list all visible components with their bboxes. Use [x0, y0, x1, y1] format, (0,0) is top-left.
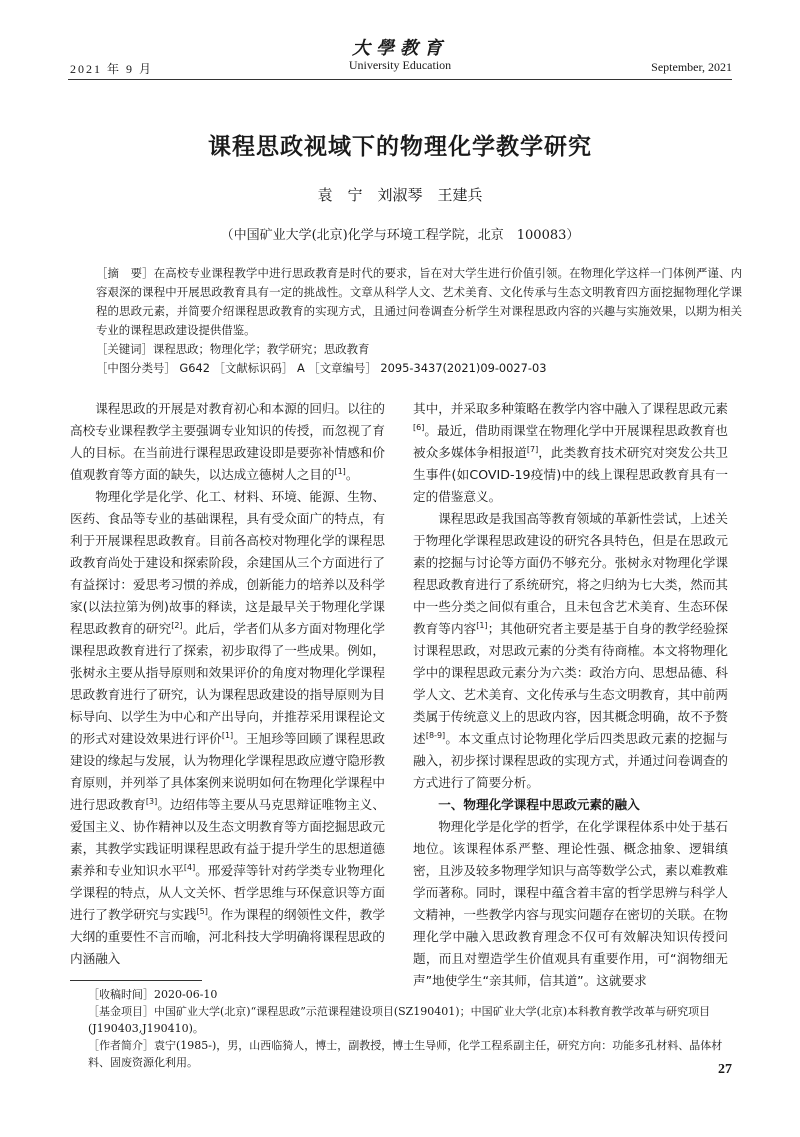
- body-paragraph: 其中，并采取多种策略在教学内容中融入了课程思政元素[6]。最近，借助雨课堂在物理化学中开展课程思政教育也被众多媒体争相报道[7]，此类教育技术研究对突发公共卫生事件(如COVID-19疫情)中的线上课程思政教育具有一定的借鉴意义。: [413, 401, 729, 504]
- body-paragraph: 物理化学是化学的哲学，在化学课程体系中处于基石地位。该课程体系严整、理论性强、概念抽象、逻辑缜密，且涉及较多物理学知识与高等数学公式，素以难教难学而著称。同时，课程中蕴含着丰富的哲学思辨与科学人文精神，一些教学内容与现实问题存在密切的关联。在物理化学中融入思政教育理念不仅可有效解决知识传授问题，而且对塑造学生价值观具有重要作用，可“润物细无声”地使学生“亲其师，信其道”。这就要求: [413, 819, 728, 988]
- keywords: [96, 340, 742, 359]
- section-heading: 一、物理化学课程中思政元素的融入: [438, 797, 640, 812]
- keywords-text: 课程思政；物理化学；教学研究；思政教育: [152, 342, 370, 356]
- keywords-label: ［关键词］: [96, 342, 153, 356]
- citation: [5]: [196, 906, 208, 916]
- footnote-label: ［基金项目］: [88, 1005, 154, 1018]
- body-paragraph: 物理化学是化学、化工、材料、环境、能源、生物、医药、食品等专业的基础课程，具有受众面广的特点，有利于开展课程思政教育。目前各高校对物理化学的课程思政教育尚处于建设和探索阶段，余建国从三个方面进行了有益探讨：爱思考习惯的养成，创新能力的培养以及科学家(以法拉第为例)故事的释读，这是最早关于物理化学课程思政教育的研究[2]。此后，学者们从多方面对物理化学课程思政教育进行了探索，初步取得了一些成果。例如，张树永主要从指导原则和效果评价的角度对物理化学课程思政教育进行了研究，认为课程思政建设的指导原则为目标导向、以学生为中心和产出导向，并推荐采用课程论文的形式对建设效果进行评价[1]。王旭珍等回顾了课程思政建设的缘起与发展，认为物理化学课程思政应遵守隐形教育原则，并列举了具体案例来说明如何在物理化学课程中进行思政教育[3]。边绍伟等主要从马克思辩证唯物主义、爱国主义、协作精神以及生态文明教育等方面挖掘思政元素，其教学实践证明课程思政有益于提升学生的思想道德素养和专业知识水平[4]。邢爱萍等针对药学类专业物理化学课程的特点，从人文关怀、哲学思维与环保意识等方面进行了教学研究与实践[5]。作为课程的纲领性文件，教学大纲的重要性不言而喻，河北科技大学明确将课程思政的内涵融入: [70, 489, 386, 966]
- footnote-item: [88, 1003, 738, 1037]
- header-date-en: September, 2021: [651, 60, 732, 74]
- footnote-text: 袁宁(1985-)，男，山西临猗人，博士，副教授，博士生导师，化学工程系副主任，研究方向：功能多孔材料、晶体材料、固废资源化利用。: [88, 1039, 723, 1069]
- footnote-rule: [70, 980, 202, 981]
- citation: [6]: [413, 422, 425, 432]
- footnote-item: [88, 1037, 738, 1071]
- citation: [2]: [171, 620, 183, 630]
- journal-logo: 大學教育: [352, 38, 448, 59]
- footnote-text: 2020-06-10: [154, 988, 218, 1001]
- article-affiliation: （中国矿业大学(北京)化学与环境工程学院，北京 100083）: [220, 228, 580, 243]
- citation: [7]: [526, 444, 539, 454]
- article-authors: 袁 宁 刘淑琴 王建兵: [317, 186, 483, 204]
- doc-label: ［文献标识码］: [213, 361, 294, 375]
- footnote-text: 中国矿业大学(北京)“课程思政”示范课程建设项目(SZ190401)；中国矿业大学(北京)本科教育教学改革与研究项目(J190403,J190410)。: [88, 1005, 711, 1035]
- header-date-cn: 2021 年 9 月: [70, 62, 154, 76]
- citation: [8-9]: [425, 730, 446, 740]
- footnote-label: ［作者简介］: [88, 1039, 154, 1052]
- cls-label: ［中图分类号］: [96, 361, 176, 375]
- abstract-label: ［摘 要］: [96, 266, 154, 280]
- body-column-right: [413, 398, 728, 992]
- doc-value: A: [296, 361, 305, 375]
- page-number: 27: [718, 1062, 732, 1077]
- footnotes: [88, 986, 738, 1071]
- abstract-text: 在高校专业课程教学中进行思政教育是时代的要求，旨在对大学生进行价值引领。在物理化学这样一门体例严谨、内容艰深的课程中开展思政教育具有一定的挑战性。文章从科学人文、艺术美育、文化传承与生态文明教育四方面挖掘物理化学课程的思政元素，并简要介绍课程思政教育的实现方式，且通过问卷调查分析学生对课程思政内容的兴趣与实施效果，以期为相关专业的课程思政建设提供借鉴。: [96, 266, 742, 337]
- body-paragraph: 课程思政的开展是对教育初心和本源的回归。以往的高校专业课程教学主要强调专业知识的传授，而忽视了育人的目标。在当前进行课程思政建设即是要弥补情感和价值观教育等方面的缺失，以达成立德树人之目的[1]。: [70, 401, 385, 482]
- footnote-label: ［收稿时间］: [88, 988, 154, 1001]
- citation: [1]: [476, 620, 488, 630]
- body-column-left: [70, 398, 385, 970]
- citation: [4]: [183, 862, 196, 872]
- art-label: ［文章编号］: [308, 361, 377, 375]
- footnote-item: [88, 986, 738, 1003]
- art-value: 2095-3437(2021)09-0027-03: [380, 361, 547, 375]
- citation: [1]: [221, 730, 234, 740]
- header-rule: [68, 79, 732, 80]
- article-title: 课程思政视域下的物理化学教学研究: [208, 134, 592, 160]
- citation: [3]: [145, 796, 158, 806]
- classification-line: [96, 359, 756, 378]
- citation: [1]: [334, 466, 346, 476]
- body-paragraph: 课程思政是我国高等教育领域的革新性尝试，上述关于物理化学课程思政建设的研究各具特色，但是在思政元素的挖掘与讨论等方面仍不够充分。张树永对物理化学课程思政教育进行了系统研究，将之归纳为七大类，然而其中一些分类之间似有重合，且未包含艺术美育、生态环保教育等内容[1]；其他研究者主要是基于自身的教学经验探讨课程思政，对思政元素的分类有待商榷。本文将物理化学中的课程思政元素分为六类：政治方向、思想品德、科学人文、艺术美育、文化传承与生态文明教育，其中前两类属于传统意义上的思政内容，因其概念明确，故不予赘述[8-9]。本文重点讨论物理化学后四类思政元素的挖掘与融入，初步探讨课程思政的实现方式，并通过问卷调查的方式进行了简要分析。: [413, 511, 729, 790]
- journal-name-en: University Education: [348, 58, 452, 72]
- cls-value: G642: [179, 361, 210, 375]
- abstract: [96, 264, 742, 340]
